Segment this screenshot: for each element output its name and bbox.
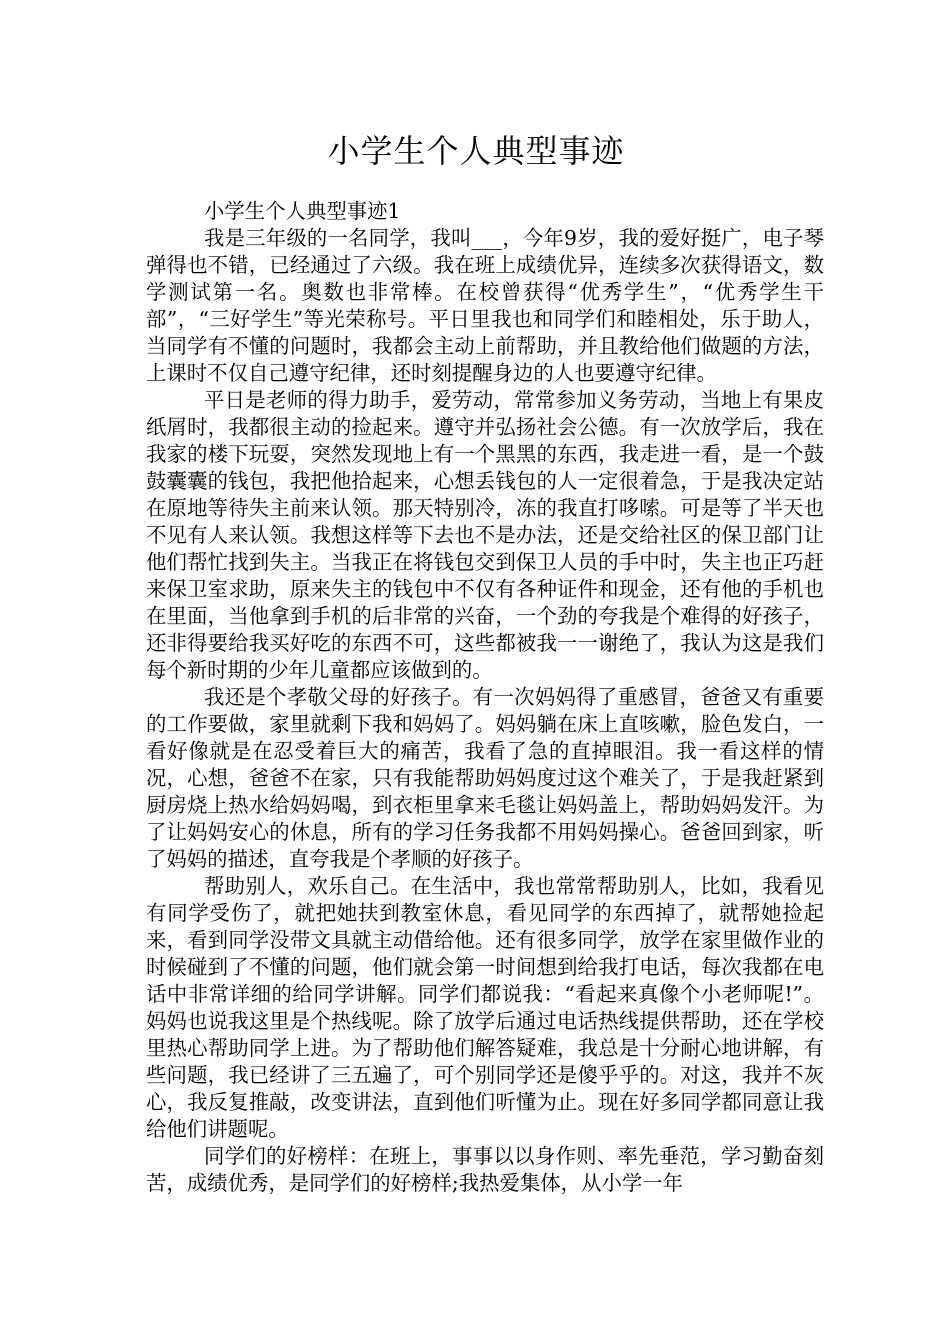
paragraph-1: 我是三年级的一名同学，我叫___，今年9岁，我的爱好挺广，电子琴弹得也不错，已经通过了六级。我在班上成绩优异，连续多次获得语文，数学测试第一名。奥数也非常棒。在校曾获得“优秀学生”，“优秀学生干部”，“三好学生”等光荣称号。平日里我也和同学们和睦相处，乐于助人，当同学有不懂的问题时，我都会主动上前帮助，并且教给他们做题的方法，上课时不仅自己遵守纪律，还时刻提醒身边的人也要遵守纪律。 xyxy=(146,226,824,385)
paragraph-5: 同学们的好榜样：在班上，事事以以身作则、率先垂范，学习勤奋刻苦，成绩优秀，是同学们的好榜样;我热爱集体，从小学一年 xyxy=(146,1144,824,1195)
paragraph-4: 帮助别人，欢乐自己。在生活中，我也常常帮助别人，比如，我看见有同学受伤了，就把她扶到教室休息，看见同学的东西掉了，就帮她捡起来，看到同学没带文具就主动借给他。还有很多同学，放学在家里做作业的时候碰到了不懂的问题，他们就会第一时间想到给我打电话，每次我都在电话中非常详细的给同学讲解。同学们都说我：“看起来真像个小老师呢!”。妈妈也说我这里是个热线呢。除了放学后通过电话热线提供帮助，还在学校里热心帮助同学上进。为了帮助他们解答疑难，我总是十分耐心地讲解，有些问题，我已经讲了三五遍了，可个别同学还是傻乎乎的。对这，我并不灰心，我反复推敲，改变讲法，直到他们听懂为止。现在好多同学都同意让我给他们讲题呢。 xyxy=(146,874,824,1141)
section-heading: 小学生个人典型事迹1 xyxy=(204,199,401,223)
paragraph-3: 我还是个孝敬父母的好孩子。有一次妈妈得了重感冒，爸爸又有重要的工作要做，家里就剩下我和妈妈了。妈妈躺在床上直咳嗽，脸色发白，一看好像就是在忍受着巨大的痛苦，我看了急的直掉眼泪。我一看这样的情况，心想，爸爸不在家，只有我能帮助妈妈度过这个难关了，于是我赶紧到厨房烧上热水给妈妈喝，到衣柜里拿来毛毯让妈妈盖上，帮助妈妈发汗。为了让妈妈安心的休息，所有的学习任务我都不用妈妈操心。爸爸回到家，听了妈妈的描述，直夸我是个孝顺的好孩子。 xyxy=(146,685,824,871)
document-title: 小学生个人典型事迹 xyxy=(327,132,625,170)
document-body xyxy=(146,198,824,1197)
paragraph-2: 平日是老师的得力助手，爱劳动，常常参加义务劳动，当地上有果皮纸屑时，我都很主动的捡起来。遵守并弘扬社会公德。有一次放学后，我在我家的楼下玩耍，突然发现地上有一个黑黑的东西，我走进一看，是一个鼓鼓囊囊的钱包，我把他拾起来，心想丢钱包的人一定很着急，于是我决定站在原地等待失主前来认领。那天特别冷，冻的我直打哆嗦。可是等了半天也不见有人来认领。我想这样等下去也不是办法，还是交给社区的保卫部门让他们帮忙找到失主。当我正在将钱包交到保卫人员的手中时，失主也正巧赶来保卫室求助，原来失主的钱包中不仅有各种证件和现金，还有他的手机也在里面，当他拿到手机的后非常的兴奋，一个劲的夸我是个难得的好孩子，还非得要给我买好吃的东西不可，这些都被我一一谢绝了，我认为这是我们每个新时期的少年儿童都应该做到的。 xyxy=(146,388,824,682)
